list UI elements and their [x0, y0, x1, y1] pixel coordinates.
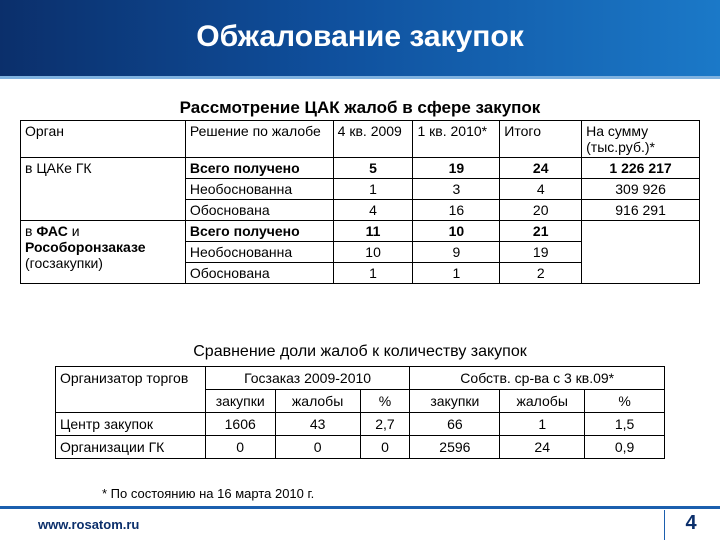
- q1-cell: 10: [413, 221, 500, 242]
- table-row: [21, 221, 700, 242]
- value-cell: 66: [410, 413, 500, 436]
- q1-cell: 19: [413, 158, 500, 179]
- page-title: Обжалование закупок: [196, 20, 524, 53]
- total-cell: 19: [500, 242, 582, 263]
- value-cell: 2596: [410, 436, 500, 459]
- decision-cell: Обоснована: [185, 200, 333, 221]
- col-organ: Орган: [21, 121, 186, 158]
- sum-cell: 1 226 217: [582, 158, 700, 179]
- decision-cell: Необоснованна: [185, 179, 333, 200]
- value-cell: 0: [275, 436, 360, 459]
- organ-prefix: в: [25, 223, 37, 239]
- organ-fas: ФАС: [36, 223, 68, 239]
- total-cell: 4: [500, 179, 582, 200]
- value-cell: 1,5: [585, 413, 665, 436]
- total-cell: 20: [500, 200, 582, 221]
- q1-cell: 16: [413, 200, 500, 221]
- sub-header: жалобы: [275, 390, 360, 413]
- q4-cell: 1: [333, 179, 413, 200]
- q4-cell: 11: [333, 221, 413, 242]
- value-cell: 1: [500, 413, 585, 436]
- table2-title: Сравнение доли жалоб к количеству закупок: [193, 343, 527, 360]
- q1-cell: 3: [413, 179, 500, 200]
- table2-group-header-row: [56, 367, 665, 390]
- decision-cell: Необоснованна: [185, 242, 333, 263]
- sum-cell: 309 926: [582, 179, 700, 200]
- col-sum: На сумму (тыс.руб.)*: [582, 121, 700, 158]
- value-cell: 1606: [205, 413, 275, 436]
- footer-divider: [0, 506, 720, 509]
- col-q4-2009: 4 кв. 2009: [333, 121, 413, 158]
- q4-cell: 1: [333, 263, 413, 284]
- page-number-separator: [664, 510, 665, 540]
- organ-cell: [21, 221, 186, 284]
- comparison-table: [55, 366, 665, 459]
- value-cell: 43: [275, 413, 360, 436]
- sub-header: закупки: [205, 390, 275, 413]
- sub-header: жалобы: [500, 390, 585, 413]
- organizer-header: Организатор торгов: [56, 367, 206, 413]
- sub-header: %: [360, 390, 410, 413]
- value-cell: 0,9: [585, 436, 665, 459]
- table-row: [56, 436, 665, 459]
- value-cell: 2,7: [360, 413, 410, 436]
- col-decision: Решение по жалобе: [185, 121, 333, 158]
- group-header-goszakaz: Госзаказ 2009-2010: [205, 367, 410, 390]
- organizer-name: Организации ГК: [56, 436, 206, 459]
- decision-cell: Обоснована: [185, 263, 333, 284]
- complaints-table: [20, 120, 700, 284]
- value-cell: 0: [205, 436, 275, 459]
- group-header-own-funds: Собств. ср-ва с 3 кв.09*: [410, 367, 665, 390]
- decision-cell: Всего получено: [185, 158, 333, 179]
- organ-suffix: (госзакупки): [25, 255, 103, 271]
- header-divider: [0, 76, 720, 79]
- table-row: [56, 413, 665, 436]
- total-cell: 21: [500, 221, 582, 242]
- total-cell: 24: [500, 158, 582, 179]
- q1-cell: 1: [413, 263, 500, 284]
- table-row: [21, 158, 700, 179]
- q4-cell: 10: [333, 242, 413, 263]
- value-cell: 0: [360, 436, 410, 459]
- organ-cell: в ЦАКе ГК: [21, 158, 186, 221]
- table1-title: Рассмотрение ЦАК жалоб в сфере закупок: [179, 98, 541, 117]
- site-link[interactable]: www.rosatom.ru: [38, 517, 140, 532]
- footnote: * По состоянию на 16 марта 2010 г.: [102, 486, 315, 501]
- organizer-name: Центр закупок: [56, 413, 206, 436]
- sub-header: закупки: [410, 390, 500, 413]
- sum-cell: 916 291: [582, 200, 700, 221]
- sum-cell: [582, 221, 700, 284]
- table1-header-row: [21, 121, 700, 158]
- total-cell: 2: [500, 263, 582, 284]
- col-q1-2010: 1 кв. 2010*: [413, 121, 500, 158]
- sub-header: %: [585, 390, 665, 413]
- q4-cell: 4: [333, 200, 413, 221]
- q4-cell: 5: [333, 158, 413, 179]
- value-cell: 24: [500, 436, 585, 459]
- col-total: Итого: [500, 121, 582, 158]
- organ-and: и: [67, 223, 80, 239]
- organ-rosoboron: Рособоронзаказе: [25, 239, 146, 255]
- q1-cell: 9: [413, 242, 500, 263]
- decision-cell: Всего получено: [185, 221, 333, 242]
- page-number: 4: [685, 512, 697, 534]
